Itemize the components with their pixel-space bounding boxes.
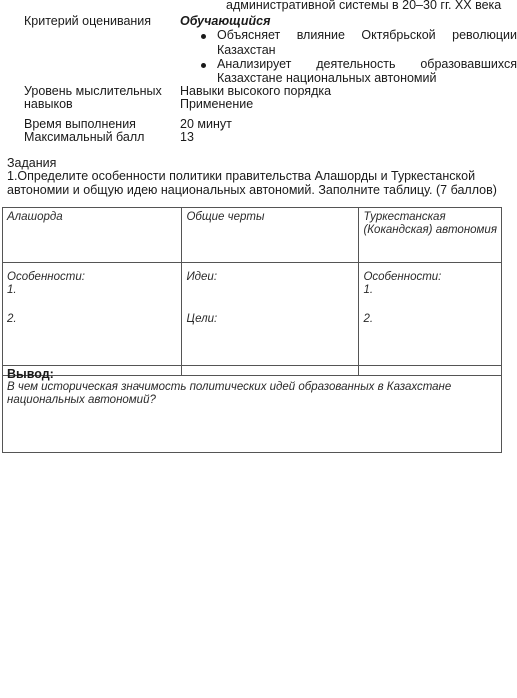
- comparison-table: [2, 207, 502, 376]
- learner-heading: Обучающийся: [180, 14, 271, 28]
- task1-line2: автономии и общую идею национальных автономий. Заполните таблицу. (7 баллов): [7, 183, 497, 197]
- thinking-level-value-line1: Навыки высокого порядка: [180, 84, 332, 98]
- alashorda-features-cell[interactable]: [3, 263, 182, 376]
- header-alashorda: [3, 208, 182, 263]
- bullet-icon: [201, 34, 206, 39]
- criteria-top-line: административной системы в 20–30 гг. XX века: [226, 0, 502, 12]
- criteria-bullet-1-line1: Объясняет влияние Октябрьской революции: [217, 28, 517, 42]
- goals-label: Цели:: [186, 313, 218, 325]
- thinking-level-label-line2: навыков: [24, 97, 73, 111]
- tasks-heading: Задания: [7, 156, 57, 170]
- bullet-icon: [201, 63, 206, 68]
- table-row: [3, 263, 502, 376]
- task1-line1: 1.Определите особенности политики правительства Алашорды и Туркестанской: [7, 169, 476, 183]
- header-turkestan-line1: Туркестанская: [363, 211, 446, 223]
- header-turkestan: [359, 208, 502, 263]
- thinking-level-value-line2: Применение: [180, 97, 254, 111]
- criteria-bullet-2-line1: Анализирует деятельность образовавшихся: [217, 57, 517, 71]
- header-common-features-text: Общие черты: [186, 211, 265, 223]
- criteria-bullet-2-line2: Казахстане национальных автономий: [217, 71, 437, 85]
- table-header-row: [3, 208, 502, 263]
- alashorda-features-label: Особенности:: [7, 271, 85, 283]
- conclusion-box[interactable]: [2, 365, 502, 453]
- time-label: Время выполнения: [24, 117, 136, 131]
- header-alashorda-text: Алашорда: [7, 211, 63, 223]
- alashorda-item-1: 1.: [7, 284, 17, 296]
- ideas-label: Идеи:: [186, 271, 218, 283]
- header-turkestan-line2: (Кокандская) автономия: [363, 224, 497, 236]
- criteria-bullet-1-line2: Казахстан: [217, 43, 276, 57]
- thinking-level-label-line1: Уровень мыслительных: [24, 84, 162, 98]
- criteria-label: Критерий оценивания: [24, 14, 152, 28]
- turkestan-features-cell[interactable]: [359, 263, 502, 376]
- max-score-value: 13: [180, 130, 194, 144]
- turkestan-features-label: Особенности:: [363, 271, 442, 283]
- conclusion-title: Вывод:: [7, 367, 54, 381]
- turkestan-item-1: 1.: [363, 284, 374, 296]
- conclusion-question-line2: национальных автономий?: [7, 394, 156, 406]
- time-value: 20 минут: [180, 117, 232, 131]
- max-score-label: Максимальный балл: [24, 130, 145, 144]
- header-common-features: [182, 208, 359, 263]
- alashorda-item-2: 2.: [7, 313, 17, 325]
- common-features-cell[interactable]: [182, 263, 359, 376]
- conclusion-question-line1: В чем историческая значимость политических идей образованных в Казахстане: [7, 381, 452, 393]
- turkestan-item-2: 2.: [363, 313, 374, 325]
